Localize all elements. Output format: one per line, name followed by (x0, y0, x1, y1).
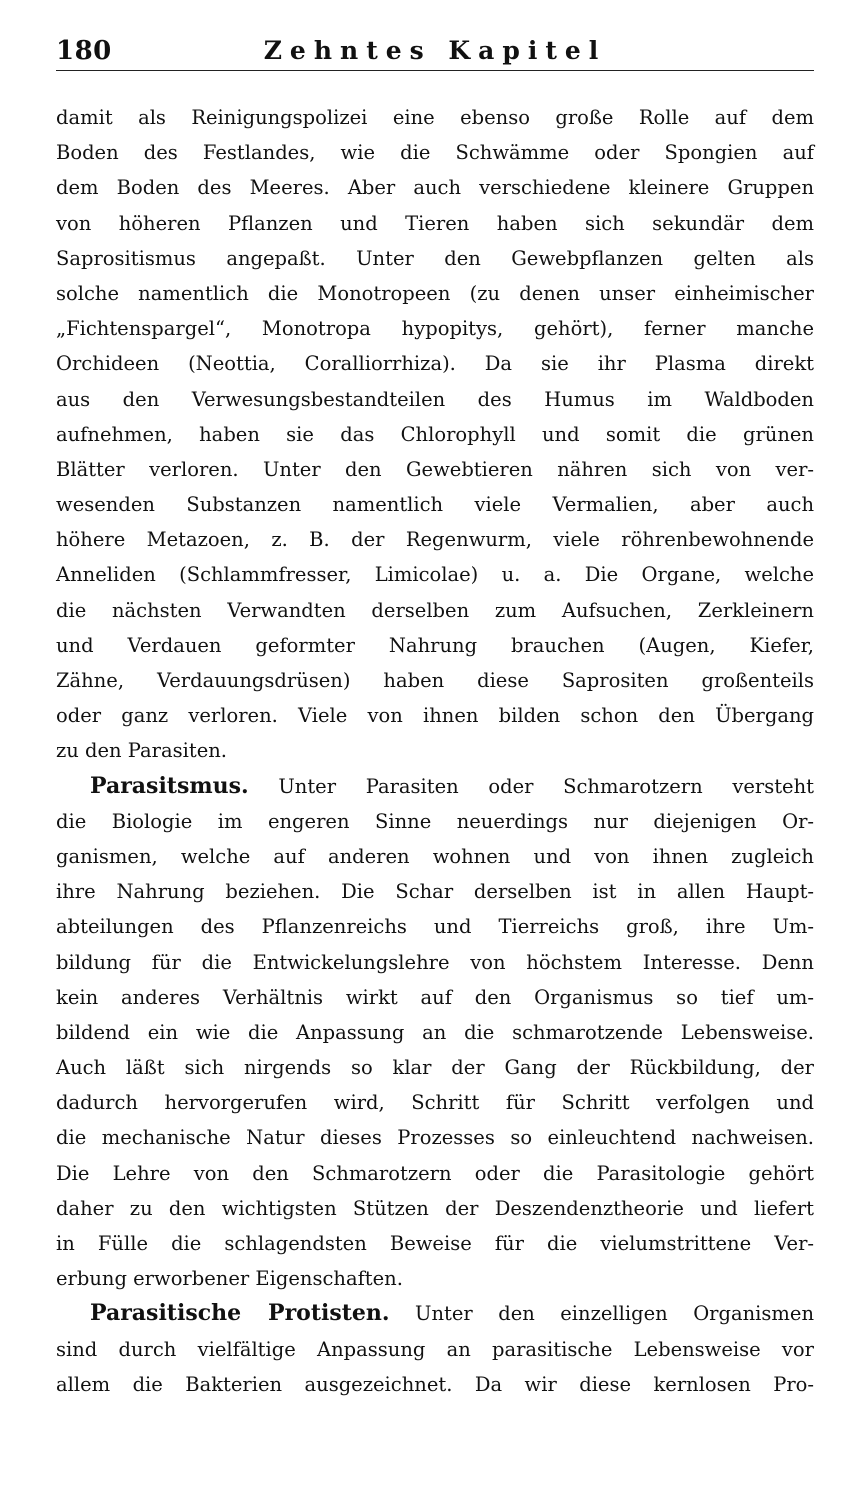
text-line: in Fülle die schlagendsten Beweise für die vielumstrittene Ver- (56, 1232, 814, 1255)
text-line: erbung erworbener Eigenschaften. (56, 1267, 403, 1291)
section-lead-text: Unter Parasiten oder Schmarotzern versteht (278, 774, 814, 798)
text-line: aufnehmen, haben sie das Chlorophyll und somit die grünen (56, 422, 814, 446)
text-line: oder ganz verloren. Viele von ihnen bilden schon den Übergang (56, 704, 814, 728)
text-line: bildend ein wie die Anpassung an die schmarotzende Lebensweise. (56, 1020, 814, 1044)
page-number: 180 (56, 36, 112, 66)
text-line: damit als Reinigungspolizei eine ebenso große Rolle auf dem (56, 106, 814, 129)
text-line: „Fichtenspargel“, Monotropa hypopitys, gehört), ferner manche (56, 317, 814, 341)
text-line: Zähne, Verdauungsdrüsen) haben diese Saprositen großenteils (56, 669, 814, 692)
text-line: Anneliden (Schlammfresser, Limicolae) u. a. Die Organe, welche (56, 563, 814, 587)
text-line: daher zu den wichtigsten Stützen der Deszendenztheorie und liefert (56, 1196, 814, 1220)
text-line: Die Lehre von den Schmarotzern oder die Parasitologie gehört (56, 1161, 814, 1185)
text-line: wesenden Substanzen namentlich viele Vermalien, aber auch (56, 493, 814, 517)
text-line: die Biologie im engeren Sinne neuerdings nur diejenigen Or- (56, 809, 814, 833)
body-text (56, 100, 814, 1402)
text-line: kein anderes Verhältnis wirkt auf den Organismus so tief um- (56, 985, 814, 1009)
text-line: ganismen, welche auf anderen wohnen und von ihnen zugleich (56, 844, 814, 868)
text-line: dadurch hervorgerufen wird, Schritt für Schritt verfolgen und (56, 1091, 814, 1115)
text-line: sind durch vielfältige Anpassung an parasitische Lebensweise vor (56, 1337, 814, 1361)
section-first-line (56, 769, 814, 804)
text-line: Saprositismus angepaßt. Unter den Gewebpflanzen gelten als (56, 246, 814, 270)
section-heading-parasitische-protisten: Parasitische Protisten. (90, 1300, 390, 1327)
text-line: bildung für die Entwickelungslehre von höchstem Interesse. Denn (56, 950, 814, 974)
text-line: Boden des Festlandes, wie die Schwämme oder Spongien auf (56, 141, 814, 165)
text-line: Blätter verloren. Unter den Gewebtieren nähren sich von ver- (56, 457, 814, 481)
running-head (56, 34, 814, 71)
text-line: solche namentlich die Monotropeen (zu denen unser einheimischer (56, 281, 814, 305)
text-line: die nächsten Verwandten derselben zum Aufsuchen, Zerkleinern (56, 598, 814, 622)
section-heading-parasitismus: Parasitsmus. (90, 772, 249, 799)
text-line: ihre Nahrung beziehen. Die Schar derselben ist in allen Haupt- (56, 880, 814, 904)
text-line: allem die Bakterien ausgezeichnet. Da wir diese kernlosen Pro- (56, 1372, 814, 1396)
text-line: aus den Verwesungsbestandteilen des Humus im Waldboden (56, 387, 814, 411)
text-line: höhere Metazoen, z. B. der Regenwurm, viele röhrenbewohnende (56, 528, 814, 552)
text-line: dem Boden des Meeres. Aber auch verschiedene kleinere Gruppen (56, 176, 814, 200)
text-line: von höheren Pflanzen und Tieren haben sich sekundär dem (56, 211, 814, 235)
text-line: abteilungen des Pflanzenreichs und Tierreichs groß, ihre Um- (56, 915, 814, 939)
chapter-title: Zehntes Kapitel (263, 36, 607, 65)
text-line: zu den Parasiten. (56, 739, 228, 763)
text-line: Auch läßt sich nirgends so klar der Gang der Rückbildung, der (56, 1056, 814, 1080)
section-first-line (56, 1296, 814, 1331)
text-line: und Verdauen geformter Nahrung brauchen (Augen, Kiefer, (56, 633, 814, 657)
section-lead-text: Unter den einzelligen Organismen (415, 1302, 814, 1326)
text-line: Orchideen (Neottia, Coralliorrhiza). Da sie ihr Plasma direkt (56, 352, 814, 376)
text-line: die mechanische Natur dieses Prozesses so einleuchtend nachweisen. (56, 1126, 814, 1150)
